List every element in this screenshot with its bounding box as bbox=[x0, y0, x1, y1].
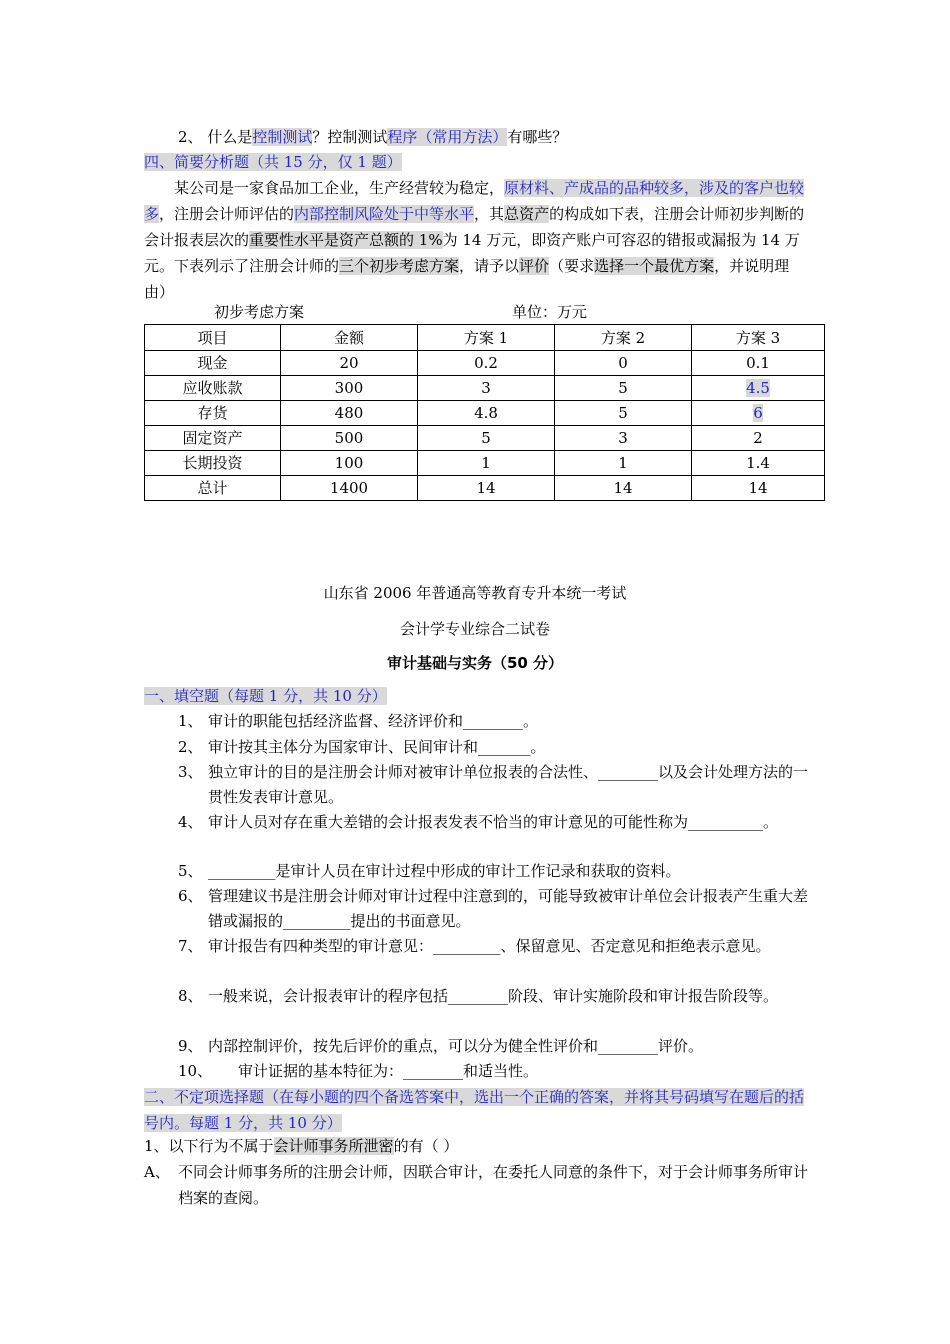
case-paragraph: 某公司是一家食品加工企业，生产经营较为稳定，原材料、产成品的品种较多，涉及的客户也较多，注册会计师评估的内部控制风险处于中等水平，其总资产的构成如下表，注册会计师初步判断的会计报表层次的重要性水平是资产总额的 1%为 14 万元，即资产账户可容忍的错报或漏报为 14 万元。下表列示了注册会计师的三个初步考虑方案，请予以评价（要求选择一个最优方案，并说明理由） bbox=[144, 179, 805, 301]
question-2: 2、 什么是控制测试？控制测试程序（常用方法）有哪些？ bbox=[178, 128, 568, 146]
list-item: 1、 审计的职能包括经济监督、经济评价和________。 bbox=[178, 712, 539, 730]
table-row: 现金 20 0.2 0 0.1 bbox=[145, 351, 825, 376]
highlight-procedure: 程序（常用方法） bbox=[387, 128, 508, 146]
plan-table bbox=[144, 324, 825, 501]
list-item: 3、 独立审计的目的是注册会计师对被审计单位报表的合法性、________以及会计处理方法的一贯性发表审计意见。 bbox=[178, 763, 809, 806]
highlight-materials: 原材料、产成品的品种较多，涉及的客户也较多 bbox=[144, 179, 805, 223]
option-a: A、 不同会计师事务所的注册会计师，因联合审计，在委托人同意的条件下，对于会计师事务所审计档案的查阅。 bbox=[144, 1163, 809, 1207]
table-row: 应收账款 300 3 5 4.5 bbox=[145, 376, 825, 401]
table-row: 存货 480 4.8 5 6 bbox=[145, 401, 825, 426]
table-header-row: 项目 金额 方案 1 方案 2 方案 3 bbox=[145, 325, 825, 351]
list-item: 2、 审计按其主体分为国家审计、民间审计和_______。 bbox=[178, 738, 546, 756]
section-2-heading: 二、不定项选择题（在每小题的四个备选答案中，选出一个正确的答案，并将其号码填写在题后的括号内。每题 1 分，共 10 分） bbox=[144, 1088, 805, 1132]
exam-title: 山东省 2006 年普通高等教育专升本统一考试 bbox=[323, 584, 627, 602]
mc-question-1: 1、以下行为不属于会计师事务所泄密的有（ ） bbox=[144, 1137, 459, 1155]
highlight-cell: 4.5 bbox=[746, 379, 770, 397]
list-item: 7、 审计报告有四种类型的审计意见：_________、保留意见、否定意见和拒绝表示意见。 bbox=[178, 937, 771, 955]
section-4-heading: 四、简要分析题（共 15 分，仅 1 题） bbox=[144, 153, 402, 171]
list-item: 4、 审计人员对存在重大差错的会计报表发表不恰当的审计意见的可能性称为__________。 bbox=[178, 813, 779, 831]
table-unit: 单位：万元 bbox=[512, 303, 588, 321]
highlight-cell: 6 bbox=[753, 404, 763, 422]
table-row: 长期投资 100 1 1 1.4 bbox=[145, 451, 825, 476]
table-row: 固定资产 500 5 3 2 bbox=[145, 426, 825, 451]
list-item: 5、 _________是审计人员在审计过程中形成的审计工作记录和获取的资料。 bbox=[178, 862, 681, 880]
list-item: 10、 审计证据的基本特征为：________和适当性。 bbox=[178, 1062, 539, 1080]
list-item: 9、 内部控制评价，按先后评价的重点，可以分为健全性评价和________评价。 bbox=[178, 1037, 704, 1055]
highlight-materiality: 重要性水平是资产总额的 1% bbox=[249, 231, 443, 249]
highlight-leak: 会计师事务所泄密 bbox=[273, 1137, 394, 1155]
section-1-heading: 一、填空题（每题 1 分，共 10 分） bbox=[144, 687, 387, 705]
highlight-control-test: 控制测试 bbox=[252, 128, 313, 146]
exam-section-title: 审计基础与实务（50 分） bbox=[386, 654, 564, 672]
question-number: 2、 bbox=[178, 128, 203, 146]
list-item: 8、 一般来说，会计报表审计的程序包括________阶段、审计实施阶段和审计报告阶段等。 bbox=[178, 987, 779, 1005]
exam-subtitle: 会计学专业综合二试卷 bbox=[399, 620, 550, 638]
table-caption: 初步考虑方案 bbox=[214, 303, 305, 321]
highlight-control-risk: 内部控制风险处于中等水平 bbox=[294, 205, 475, 223]
table-row: 总计 1400 14 14 14 bbox=[145, 476, 825, 501]
list-item: 6、 管理建议书是注册会计师对审计过程中注意到的，可能导致被审计单位会计报表产生重大差错或漏报的_________提出的书面意见。 bbox=[178, 887, 809, 930]
